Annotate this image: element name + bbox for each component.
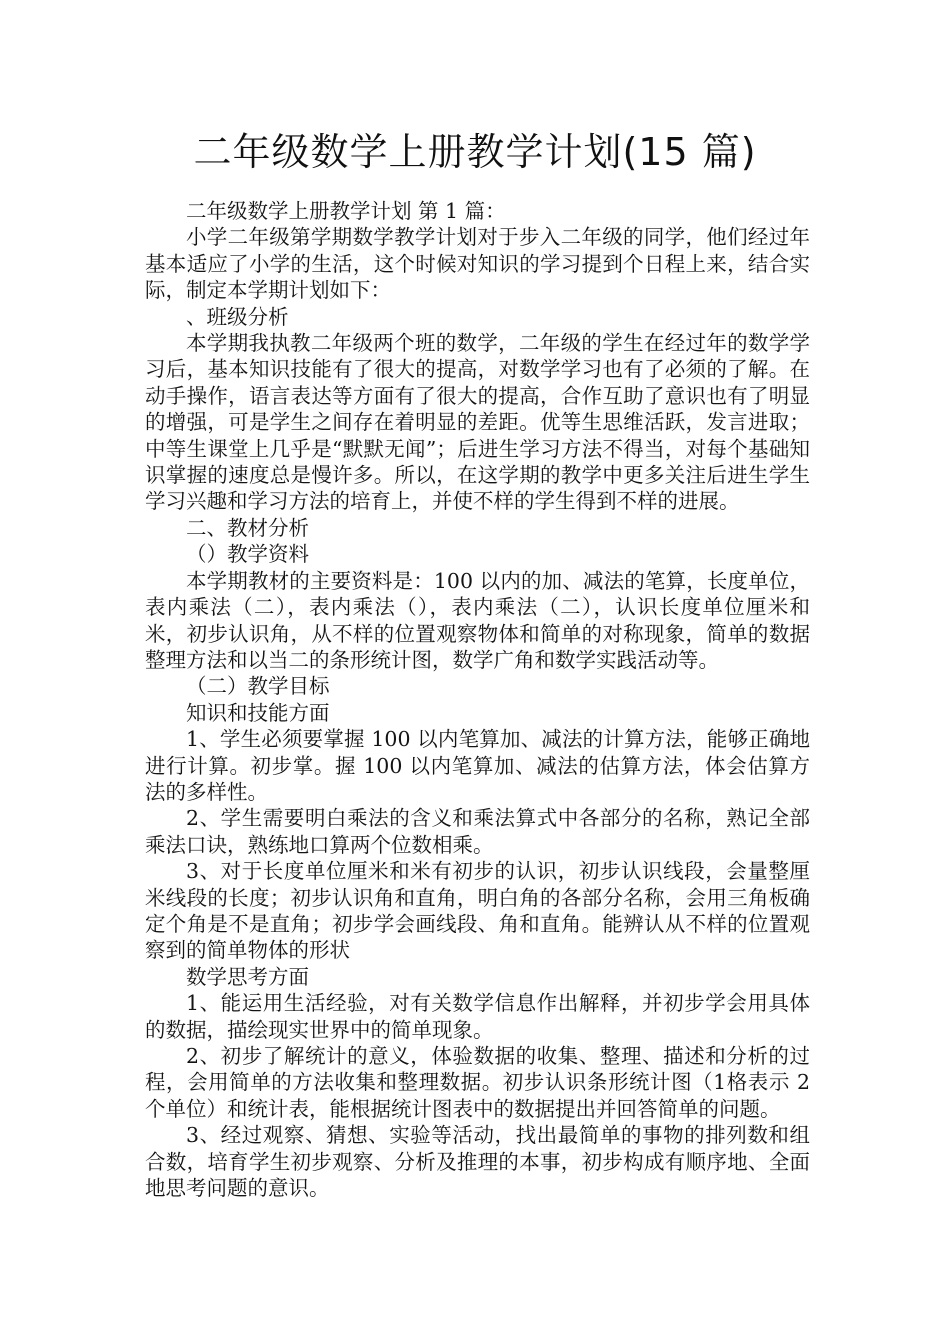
goal-item-1: 1、学生必须要掌握 100 以内笔算加、减法的计算方法，能够正确地进行计算。初步掌。握 100 以内笔算加、减法的估算方法，体会估算方法的多样性。	[145, 727, 810, 804]
section-heading-class-analysis: 、班级分析	[186, 304, 289, 329]
class-analysis-paragraph: 本学期我执教二年级两个班的数学，二年级的学生在经过年的数学学习后，基本知识技能有了很大的提高，对数学学习也有了必须的了解。在动手操作，语言表达等方面有了很大的提高，合作互助了意识也有了明显的增强，可是学生之间存在着明显的差距。优等生思维活跃，发言进取；中等生课堂上几乎是“默默无闻”；后进生学习方法不得当，对每个基础知识掌握的速度总是慢许多。所以，在这学期的教学中更多关注后进生学生学习兴趣和学习方法的培育上，并使不样的学生得到不样的进展。	[145, 331, 810, 514]
goal-item-3: 3、对于长度单位厘米和米有初步的认识，初步认识线段，会量整厘米线段的长度；初步认识角和直角，明白角的各部分名称，会用三角板确定个角是不是直角；初步学会画线段、角和直角。能辨认从不样的位置观察到的简单物体的形状	[145, 859, 810, 963]
subheading-math-thinking: 数学思考方面	[186, 964, 309, 989]
subheading-knowledge-skills: 知识和技能方面	[186, 700, 330, 725]
goal-item-2: 2、学生需要明白乘法的含义和乘法算式中各部分的名称，熟记全部乘法口诀，熟练地口算两个位数相乘。	[145, 806, 810, 857]
teaching-material-paragraph: 本学期教材的主要资料是：100 以内的加、减法的笔算，长度单位，表内乘法（二），表内乘法（），表内乘法（二），认识长度单位厘米和米，初步认识角，从不样的位置观察物体和简单的对称现象，简单的数据整理方法和以当二的条形统计图，数学广角和数学实践活动等。	[145, 568, 810, 672]
thinking-item-3: 3、经过观察、猜想、实验等活动，找出最简单的事物的排列数和组合数，培育学生初步观察、分析及推理的本事，初步构成有顺序地、全面地思考问题的意识。	[145, 1123, 810, 1201]
subheading-teaching-material: （）教学资料	[186, 542, 309, 567]
document-title: 二年级数学上册教学计划(15 篇)	[193, 130, 757, 174]
thinking-item-1: 1、能运用生活经验，对有关数学信息作出解释，并初步学会用具体的数据，描绘现实世界中的简单现象。	[145, 991, 810, 1042]
section-heading: 二年级数学上册教学计划 第 1 篇：	[186, 199, 506, 223]
subheading-teaching-goals: （二）教学目标	[186, 674, 330, 699]
document-body	[145, 198, 810, 1201]
thinking-item-2: 2、初步了解统计的意义，体验数据的收集、整理、描述和分析的过程，会用简单的方法收集和整理数据。初步认识条形统计图（1格表示 2 个单位）和统计表，能根据统计图表中的数据提出并回答简单的问题。	[145, 1044, 810, 1121]
intro-paragraph: 小学二年级第学期数学教学计划对于步入二年级的同学，他们经过年基本适应了小学的生活，这个时候对知识的学习提到个日程上来，结合实际，制定本学期计划如下：	[145, 225, 810, 303]
section-heading-material-analysis: 二、教材分析	[186, 515, 309, 540]
